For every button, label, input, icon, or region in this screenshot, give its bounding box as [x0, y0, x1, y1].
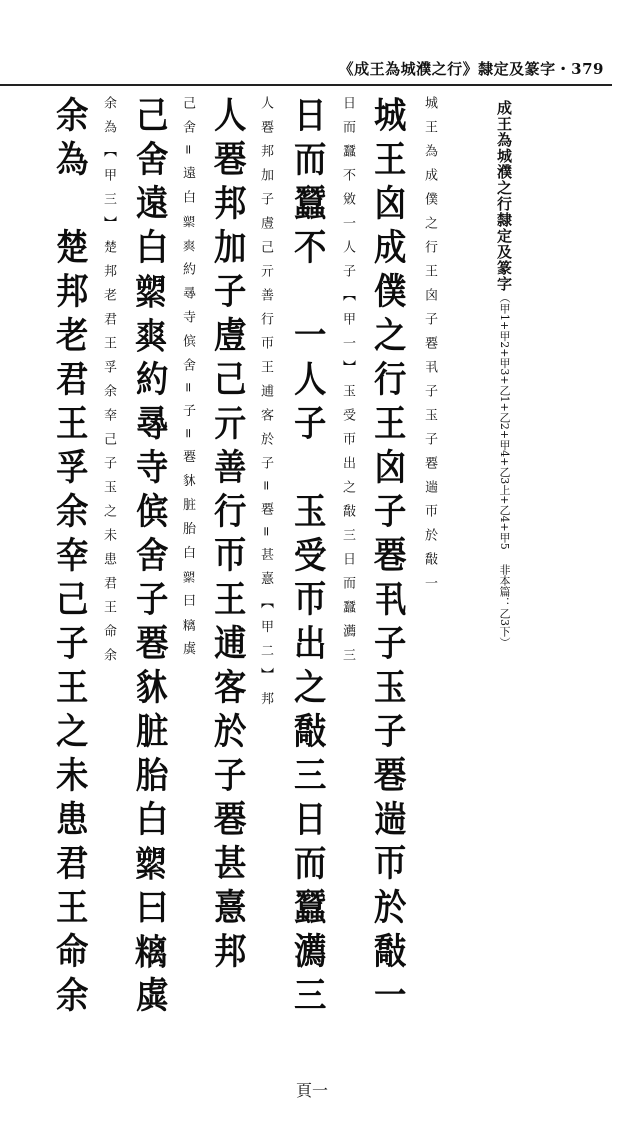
transcription-column-2: 日而蠶不敓一人子【甲一】玉受帀出之敽三日而蠶瀳三 — [340, 96, 355, 672]
transcription-column-5: 余為【甲三】楚邦老君王孚余㚔己子玉之未患君王命余 — [101, 96, 116, 672]
seal-script-column-2: 日而蠶不 一人子 玉受帀出之敽三日而蠶瀳三 — [289, 96, 327, 1020]
seal-script-column-3: 人䙴邦加子䖒己亓善行帀王逋客於子䙴甚憙邦 — [209, 96, 247, 976]
seal-script-column-5: 余為 楚邦老君王孚余㚔己子王之未患君王命余 — [51, 96, 89, 1020]
page-number: 頁一 — [295, 1081, 328, 1100]
seal-script-column-4: 己舍遠白𦃗𤕤約㝷寺傧舍子䙴䝗脏胎白𦃗曰𥻿虡 — [131, 96, 169, 1020]
title-note: 非本篇：乙3下） — [498, 563, 511, 648]
header-rule — [0, 84, 612, 86]
transcription-column-1: 城王為成僕之行王囟子䙴丮子玉子䙴遄帀於敽一 — [422, 96, 437, 600]
transcription-column-3: 人䙴邦加子䖒己亓善行帀王逋客於子=䙴=甚憙【甲二】邦 — [258, 96, 273, 716]
title-sources: （甲1+甲2+甲3+乙1+乙2+甲4+乙3上+乙4+甲5 — [498, 292, 511, 550]
title-main: 成王為城濮之行隸定及篆字 — [495, 100, 513, 292]
seal-script-column-1: 城王囟成僕之行王囟子䙴丮子玉子䙴遄帀於敽一 — [369, 96, 407, 1020]
transcription-column-4: 己舍=遠白𦃗𤕤約㝷寺傧舍=子=䙴䝗脏胎白𦃗曰𥻿虡 — [180, 96, 195, 666]
document-title — [496, 100, 511, 648]
running-header: 《成王為城濮之行》隸定及篆字・379 — [338, 60, 604, 78]
